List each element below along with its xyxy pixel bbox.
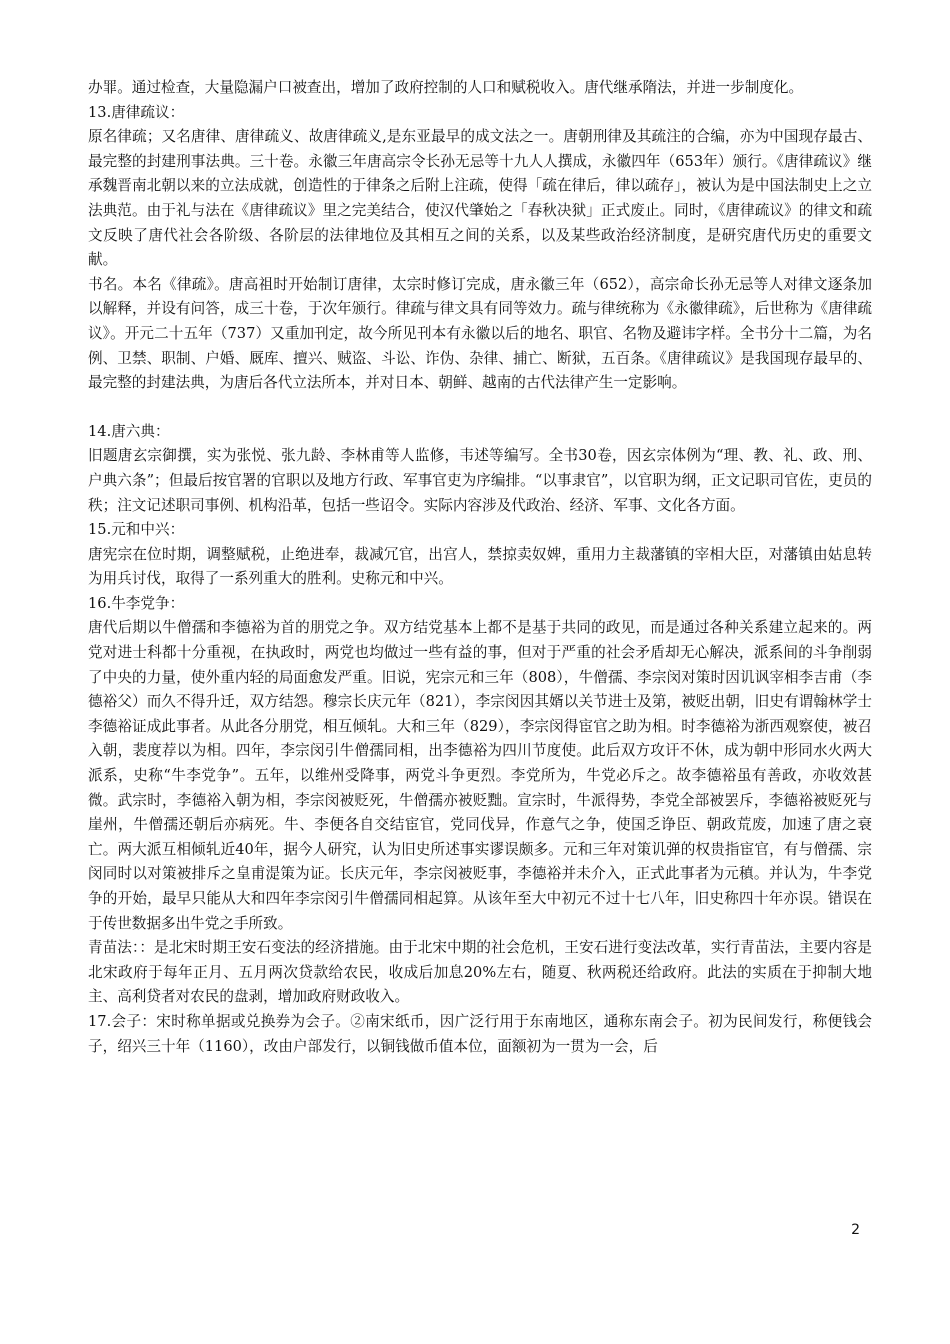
document-body: [88, 76, 872, 1059]
paragraph: 原名律疏；又名唐律、唐律疏义、故唐律疏义,是东亚最早的成文法之一。唐朝刑律及其疏注的合编，亦为中国现存最古、最完整的封建刑事法典。三十卷。永徽三年唐高宗令长孙无忌等十九人人撰成，永徽四年（653年）颁行。《唐律疏议》继承魏晋南北朝以来的立法成就，创造性的于律条之后附上注疏，使得「疏在律后，律以疏存」，被认为是中国法制史上之立法典范。由于礼与法在《唐律疏议》里之完美结合，使汉代肇始之「春秋决狱」正式废止。同时，《唐律疏议》的律文和疏文反映了唐代社会各阶级、各阶层的法律地位及其相互之间的关系，以及某些政治经济制度，是研究唐代历史的重要文献。: [88, 128, 872, 269]
section-heading: 16.牛李党争：: [88, 594, 185, 612]
section-heading: 15.元和中兴：: [88, 521, 185, 539]
paragraph: 书名。本名《律疏》。唐高祖时开始制订唐律，太宗时修订完成，唐永徽三年（652），高宗命长孙无忌等人对律文逐条加以解释，并设有问答，成三十卷，于次年颁行。律疏与律文具有同等效力。疏与律统称为《永徽律疏》，后世称为《唐律疏议》。开元二十五年（737）又重加刊定，故今所见刊本有永徽以后的地名、职官、名物及避讳字样。全书分十二篇，为名例、卫禁、职制、户婚、厩库、擅兴、贼盗、斗讼、诈伪、杂律、捕亡、断狱，五百条。《唐律疏议》是我国现存最早的、最完整的封建法典，为唐后各代立法所本，并对日本、朝鲜、越南的古代法律产生一定影响。: [88, 275, 872, 392]
page-number: 2: [851, 1222, 860, 1238]
section-heading: 13.唐律疏议：: [88, 103, 185, 121]
blank-line: [88, 396, 872, 420]
paragraph: 办罪。通过检查，大量隐漏户口被查出，增加了政府控制的人口和赋税收入。唐代继承隋法，并进一步制度化。: [88, 79, 804, 96]
paragraph: 唐代后期以牛僧孺和李德裕为首的朋党之争。双方结党基本上都不是基于共同的政见，而是通过各种关系建立起来的。两党对进士科都十分重视，在执政时，两党也均做过一些有益的事，但对于严重的社会矛盾却无心解决，派系间的斗争削弱了中央的力量，使外重内轻的局面愈发严重。旧说，宪宗元和三年（808），牛僧孺、李宗闵对策时因讥讽宰相李吉甫（李德裕父）而久不得升迁，双方结怨。穆宗长庆元年（821），李宗闵因其婿以关节进士及第，被贬出朝，旧史有谓翰林学士李德裕证成此事者。从此各分朋党，相互倾轧。大和三年（829），李宗闵得宦官之助为相。时李德裕为浙西观察使，被召入朝，裴度荐以为相。四年，李宗闵引牛僧孺同相，出李德裕为四川节度使。此后双方攻讦不休，成为朝中形同水火两大派系，史称“牛李党争”。五年，以维州受降事，两党斗争更烈。李党所为，牛党必斥之。故李德裕虽有善政，亦收效甚微。武宗时，李德裕入朝为相，李宗闵被贬死，牛僧孺亦被贬黜。宣宗时，牛派得势，李党全部被罢斥，李德裕被贬死与崖州，牛僧孺还朝后亦病死。牛、李便各自交结宦官，党同伐异，作意气之争，使国乏诤臣、朝政荒废，加速了唐之衰亡。两大派互相倾轧近40年，据今人研究，认为旧史所述事实谬误颇多。元和三年对策讥弹的权贵指宦官，有与僧孺、宗闵同时以对策被排斥之皇甫湜策为证。长庆元年，李宗闵被贬事，李德裕并未介入，正式此事者为元稹。并认为，牛李党争的开始，最早只能从大和四年李宗闵引牛僧孺同相起算。从该年至大中初元不过十七八年，旧史称四十年亦误。错误在于传世数据多出牛党之手所致。: [88, 619, 872, 932]
paragraph: 青苗法：：是北宋时期王安石变法的经济措施。由于北宋中期的社会危机，王安石进行变法改革，实行青苗法，主要内容是北宋政府于每年正月、五月两次贷款给农民，收成后加息20%左右，随夏、秋两税还给政府。此法的实质在于抑制大地主、高利贷者对农民的盘剥，增加政府财政收入。: [88, 939, 872, 1006]
section-heading: 14.唐六典：: [88, 422, 170, 440]
paragraph: 唐宪宗在位时期，调整赋税，止绝进奉，裁减冗官，出宫人，禁掠卖奴婢，重用力主裁藩镇的宰相大臣，对藩镇由姑息转为用兵讨伐，取得了一系列重大的胜利。史称元和中兴。: [88, 545, 872, 588]
paragraph: 17.会子：宋时称单据或兑换券为会子。②南宋纸币，因广泛行用于东南地区，通称东南会子。初为民间发行，称便钱会子，绍兴三十年（1160），改由户部发行，以铜钱做币值本位，面额初为一贯为一会，后: [88, 1012, 872, 1055]
paragraph: 旧题唐玄宗御撰，实为张悦、张九龄、李林甫等人监修，韦述等编写。全书30卷，因玄宗体例为“理、教、礼、政、刑、户典六条”；但最后按官署的官职以及地方行政、军事官吏为序编排。“以事隶官”，以官职为纲，正文记职司官佐，吏员的秩；注文记述职司事例、机构沿革，包括一些诏令。实际内容涉及代政治、经济、军事、文化各方面。: [88, 447, 872, 514]
